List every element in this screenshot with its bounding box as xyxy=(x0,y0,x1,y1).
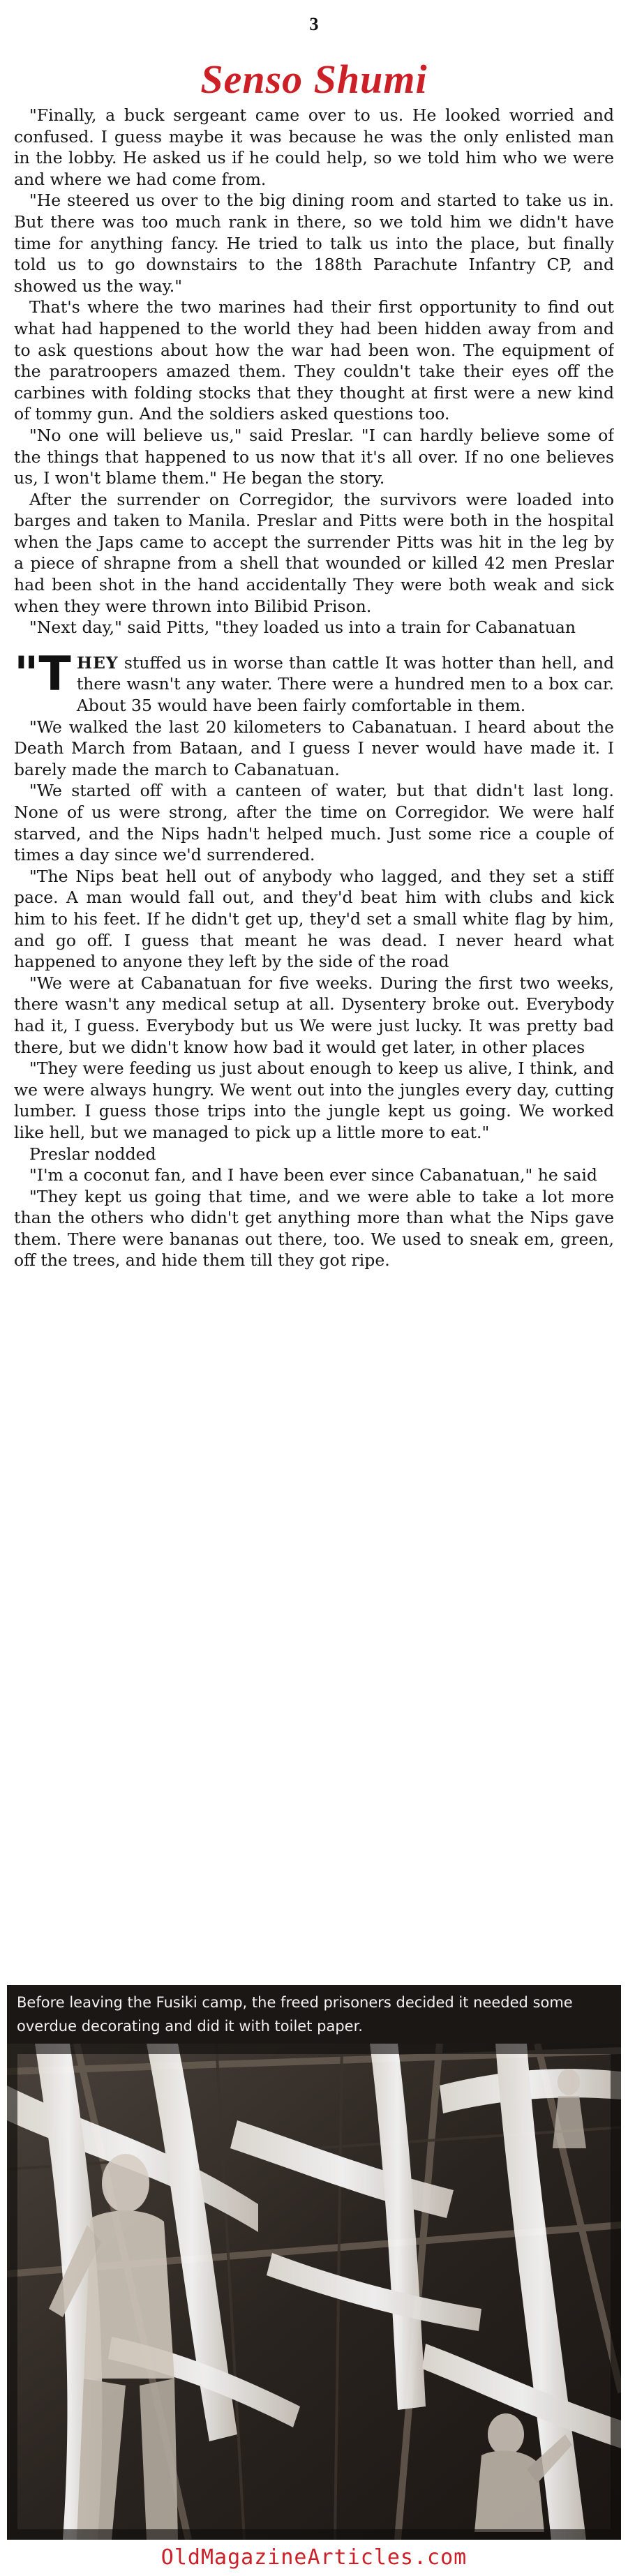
article-paragraph: "I'm a coconut fan, and I have been ever since Cabanatuan," he said xyxy=(29,1165,597,1185)
article-body xyxy=(14,105,614,1982)
lead-text: stuffed us in worse than cattle It was hotter than hell, and there wasn't any water. There were a hundred men to a box car. About 35 would have been fairly comfortable in them. xyxy=(76,652,614,716)
drop-cap: "T xyxy=(14,646,71,702)
article-paragraph: That's where the two marines had their first opportunity to find out what had happened to the world they had been hidden away from and to ask questions about how the war had been won. The equipment of the paratroopers amazed them. They couldn't take their eyes off the carbines with folding stocks that they thought at first were a new kind of tommy gun. And the soldiers asked questions too. xyxy=(14,297,614,424)
article-headline: Senso Shumi xyxy=(200,57,428,102)
article-paragraph: "Next day," said Pitts, "they loaded us into a train for Cabanatuan xyxy=(29,617,576,638)
article-paragraph: Preslar nodded xyxy=(29,1144,156,1164)
photo-caption: Before leaving the Fusiki camp, the freed prisoners decided it needed some overdue decorating and did it with toilet paper. xyxy=(7,1985,621,2044)
section-lead-paragraph xyxy=(14,646,614,717)
photo-section xyxy=(7,1985,621,2540)
barracks-photo xyxy=(7,2044,621,2540)
article-paragraph: "Finally, a buck sergeant came over to us. He looked worried and confused. I guess maybe it was because he was the only enlisted man in the lobby. He asked us if he could help, so we told him who we were and where we had come from. xyxy=(14,105,614,189)
article-paragraph: "He steered us over to the big dining room and started to take us in. But there was too much rank in there, so we told him we didn't have time for anything fancy. He tried to talk us into the place, but finally told us to go downstairs to the 188th Parachute Infantry CP, and showed us the way." xyxy=(14,190,614,296)
article-paragraph: "We walked the last 20 kilometers to Cabanatuan. I heard about the Death March from Bataan, and I guess I never would have made it. I barely made the march to Cabanatuan. xyxy=(14,717,614,779)
source-footer: OldMagazineArticles.com xyxy=(160,2545,468,2570)
article-paragraph: "The Nips beat hell out of anybody who lagged, and they set a stiff pace. A man would fall out, and they'd beat him with clubs and kick him to his feet. If he didn't get up, they'd set a small white flag by him, and go off. I guess that meant he was dead. I never heard what happened to anyone they left by the side of the road xyxy=(14,866,614,972)
lead-smallcaps: HEY xyxy=(76,652,119,673)
article-paragraph: "They were feeding us just about enough to keep us alive, I think, and we were always hungry. We went out into the jungles every day, cutting lumber. I guess those trips into the jungle kept us going. We worked like hell, but we managed to pick up a little more to eat." xyxy=(14,1058,614,1142)
article-paragraph: "They kept us going that time, and we were able to take a lot more than the others who didn't get anything more than what the Nips gave them. There were bananas out there, too. We used to sneak em, green, off the trees, and hide them till they got ripe. xyxy=(14,1186,614,1271)
article-paragraph: After the surrender on Corregidor, the survivors were loaded into barges and taken to Manila. Preslar and Pitts were both in the hospital when the Japs came to accept the surrender Pitts was hit in the leg by a piece of shrapne from a shell that wounded or killed 42 men Preslar had been shot in the hand accidentally They were both weak and sick when they were thrown into Bilibid Prison. xyxy=(14,489,614,616)
article-paragraph: "We started off with a canteen of water, but that didn't last long. None of us were strong, after the time on Corregidor. We were half starved, and the Nips hadn't helped much. Just some rice a couple of times a day since we'd surrendered. xyxy=(14,781,614,865)
article-paragraph: "We were at Cabanatuan for five weeks. During the first two weeks, there wasn't any medical setup at all. Dysentery broke out. Everybody had it, I guess. Everybody but us We were just lucky. It was pretty bad there, but we didn't know how bad it would get later, in other places xyxy=(14,973,614,1057)
article-paragraph: "No one will believe us," said Preslar. "I can hardly believe some of the things that happened to us now that it's all over. If no one believes us, I won't blame them." He began the story. xyxy=(14,425,614,488)
page-number: 3 xyxy=(309,14,319,34)
